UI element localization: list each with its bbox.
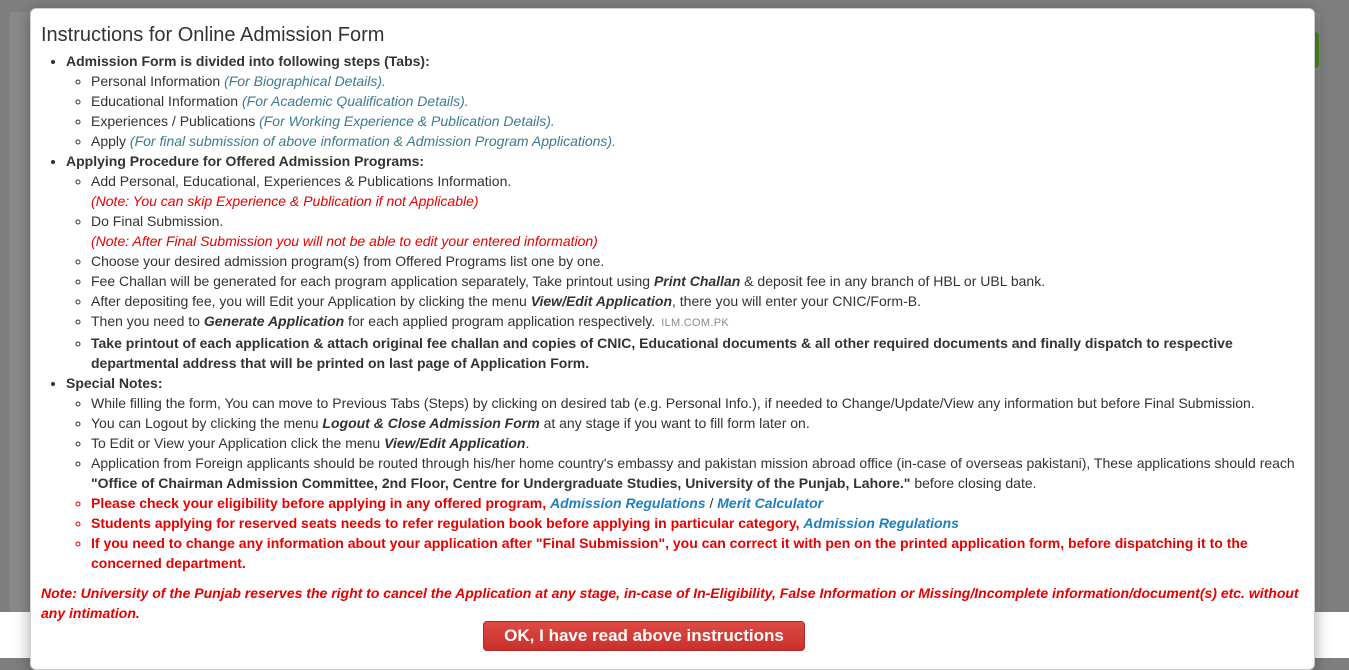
item-detail: (For Academic Qualification Details). — [241, 93, 469, 109]
item-text: for each applied program application respectively. — [344, 313, 656, 329]
item-text: Personal Information — [91, 73, 221, 89]
separator: / — [709, 495, 714, 511]
list-item — [91, 111, 1306, 131]
section-heading: Applying Procedure for Offered Admission Programs: — [66, 153, 425, 169]
list-item — [91, 171, 1306, 211]
item-text: Apply — [91, 133, 127, 149]
instructions-modal — [30, 8, 1315, 670]
admission-regulations-link[interactable]: Admission Regulations — [803, 515, 959, 531]
list-item — [91, 271, 1306, 291]
instructions-list — [41, 51, 1306, 573]
item-note: (Note: You can skip Experience & Publication if not Applicable) — [91, 193, 479, 209]
item-text: Educational Information — [91, 93, 239, 109]
merit-calculator-link[interactable]: Merit Calculator — [717, 495, 824, 511]
list-item — [91, 333, 1306, 373]
list-item — [91, 251, 1306, 271]
item-text: at any stage if you want to fill form later on. — [539, 415, 810, 431]
section-steps — [66, 51, 1306, 151]
section-procedure — [66, 151, 1306, 373]
list-item — [91, 291, 1306, 311]
final-note: Note: University of the Punjab reserves the right to cancel the Application at any stage, in-case of In-Eligibility, False Information or Missing/Incomplete information/document(s) etc. without any intimation. — [41, 585, 1299, 621]
menu-name-generate-application: Generate Application — [203, 313, 345, 329]
list-item — [91, 413, 1306, 433]
modal-body — [41, 51, 1306, 623]
ok-read-instructions-button[interactable]: OK, I have read above instructions — [483, 621, 805, 651]
list-item — [91, 311, 1306, 333]
steps-list — [66, 71, 1306, 151]
section-special-notes — [66, 373, 1306, 573]
office-address: "Office of Chairman Admission Committee, 2nd Floor, Centre for Undergraduate Studies, University of the Punjab, Lahore." — [91, 475, 911, 491]
list-item — [91, 131, 1306, 151]
list-item — [91, 71, 1306, 91]
item-text-red: If you need to change any information about your application after "Final Submission", you can correct it with pen on the printed application form, before dispatching it to the concerned department. — [91, 535, 1248, 571]
item-text-red: Students applying for reserved seats needs to refer regulation book before applying in particular category, — [91, 515, 800, 531]
item-text: Do Final Submission. — [91, 213, 224, 229]
item-note: (Note: After Final Submission you will not be able to edit your entered information) — [91, 233, 598, 249]
item-text: Then you need to — [91, 313, 204, 329]
item-text: . — [525, 435, 530, 451]
item-text: & deposit fee in any branch of HBL or UBL bank. — [740, 273, 1046, 289]
list-item — [91, 453, 1306, 493]
section-heading: Admission Form is divided into following steps (Tabs): — [66, 53, 430, 69]
item-text-red: Please check your eligibility before applying in any offered program, — [91, 495, 547, 511]
item-text: Application from Foreign applicants should be routed through his/her home country's embassy and pakistan mission abroad office (in-case of overseas pakistani), These applications should reach — [91, 455, 1295, 471]
watermark-text: ILM.COM.PK — [661, 317, 729, 329]
list-item — [91, 211, 1306, 251]
item-text: Choose your desired admission program(s) from Offered Programs list one by one. — [91, 253, 605, 269]
menu-name-view-edit: View/Edit Application — [530, 293, 672, 309]
section-heading: Special Notes: — [66, 375, 163, 391]
item-text: You can Logout by clicking the menu — [91, 415, 323, 431]
item-text: To Edit or View your Application click the menu — [91, 435, 385, 451]
procedure-list — [66, 171, 1306, 373]
menu-name-print-challan: Print Challan — [653, 273, 741, 289]
menu-name-view-edit: View/Edit Application — [384, 435, 526, 451]
list-item — [91, 433, 1306, 453]
special-notes-list — [66, 393, 1306, 573]
item-text: , there you will enter your CNIC/Form-B. — [672, 293, 921, 309]
item-text: before closing date. — [910, 475, 1037, 491]
item-detail: (For final submission of above information & Admission Program Applications). — [129, 133, 616, 149]
list-item — [91, 493, 1306, 513]
menu-name-logout: Logout & Close Admission Form — [322, 415, 540, 431]
item-text: While filling the form, You can move to Previous Tabs (Steps) by clicking on desired tab (e.g. Personal Info.), if needed to Change/Update/View any information but before Final Submission. — [91, 395, 1255, 411]
item-text: Add Personal, Educational, Experiences & Publications Information. — [91, 173, 512, 189]
admission-regulations-link[interactable]: Admission Regulations — [550, 495, 706, 511]
list-item — [91, 91, 1306, 111]
item-text-bold: Take printout of each application & attach original fee challan and copies of CNIC, Educational documents & all other required documents and finally dispatch to respective departmental address that will be printed on last page of Application Form. — [91, 335, 1233, 371]
list-item — [91, 513, 1306, 533]
item-text: After depositing fee, you will Edit your Application by clicking the menu — [91, 293, 531, 309]
item-detail: (For Working Experience & Publication Details). — [259, 113, 555, 129]
item-text: Experiences / Publications — [91, 113, 256, 129]
list-item — [91, 393, 1306, 413]
modal-title: Instructions for Online Admission Form — [41, 24, 385, 46]
list-item — [91, 533, 1306, 573]
item-detail: (For Biographical Details). — [224, 73, 386, 89]
item-text: Fee Challan will be generated for each program application separately, Take printout using — [91, 273, 654, 289]
